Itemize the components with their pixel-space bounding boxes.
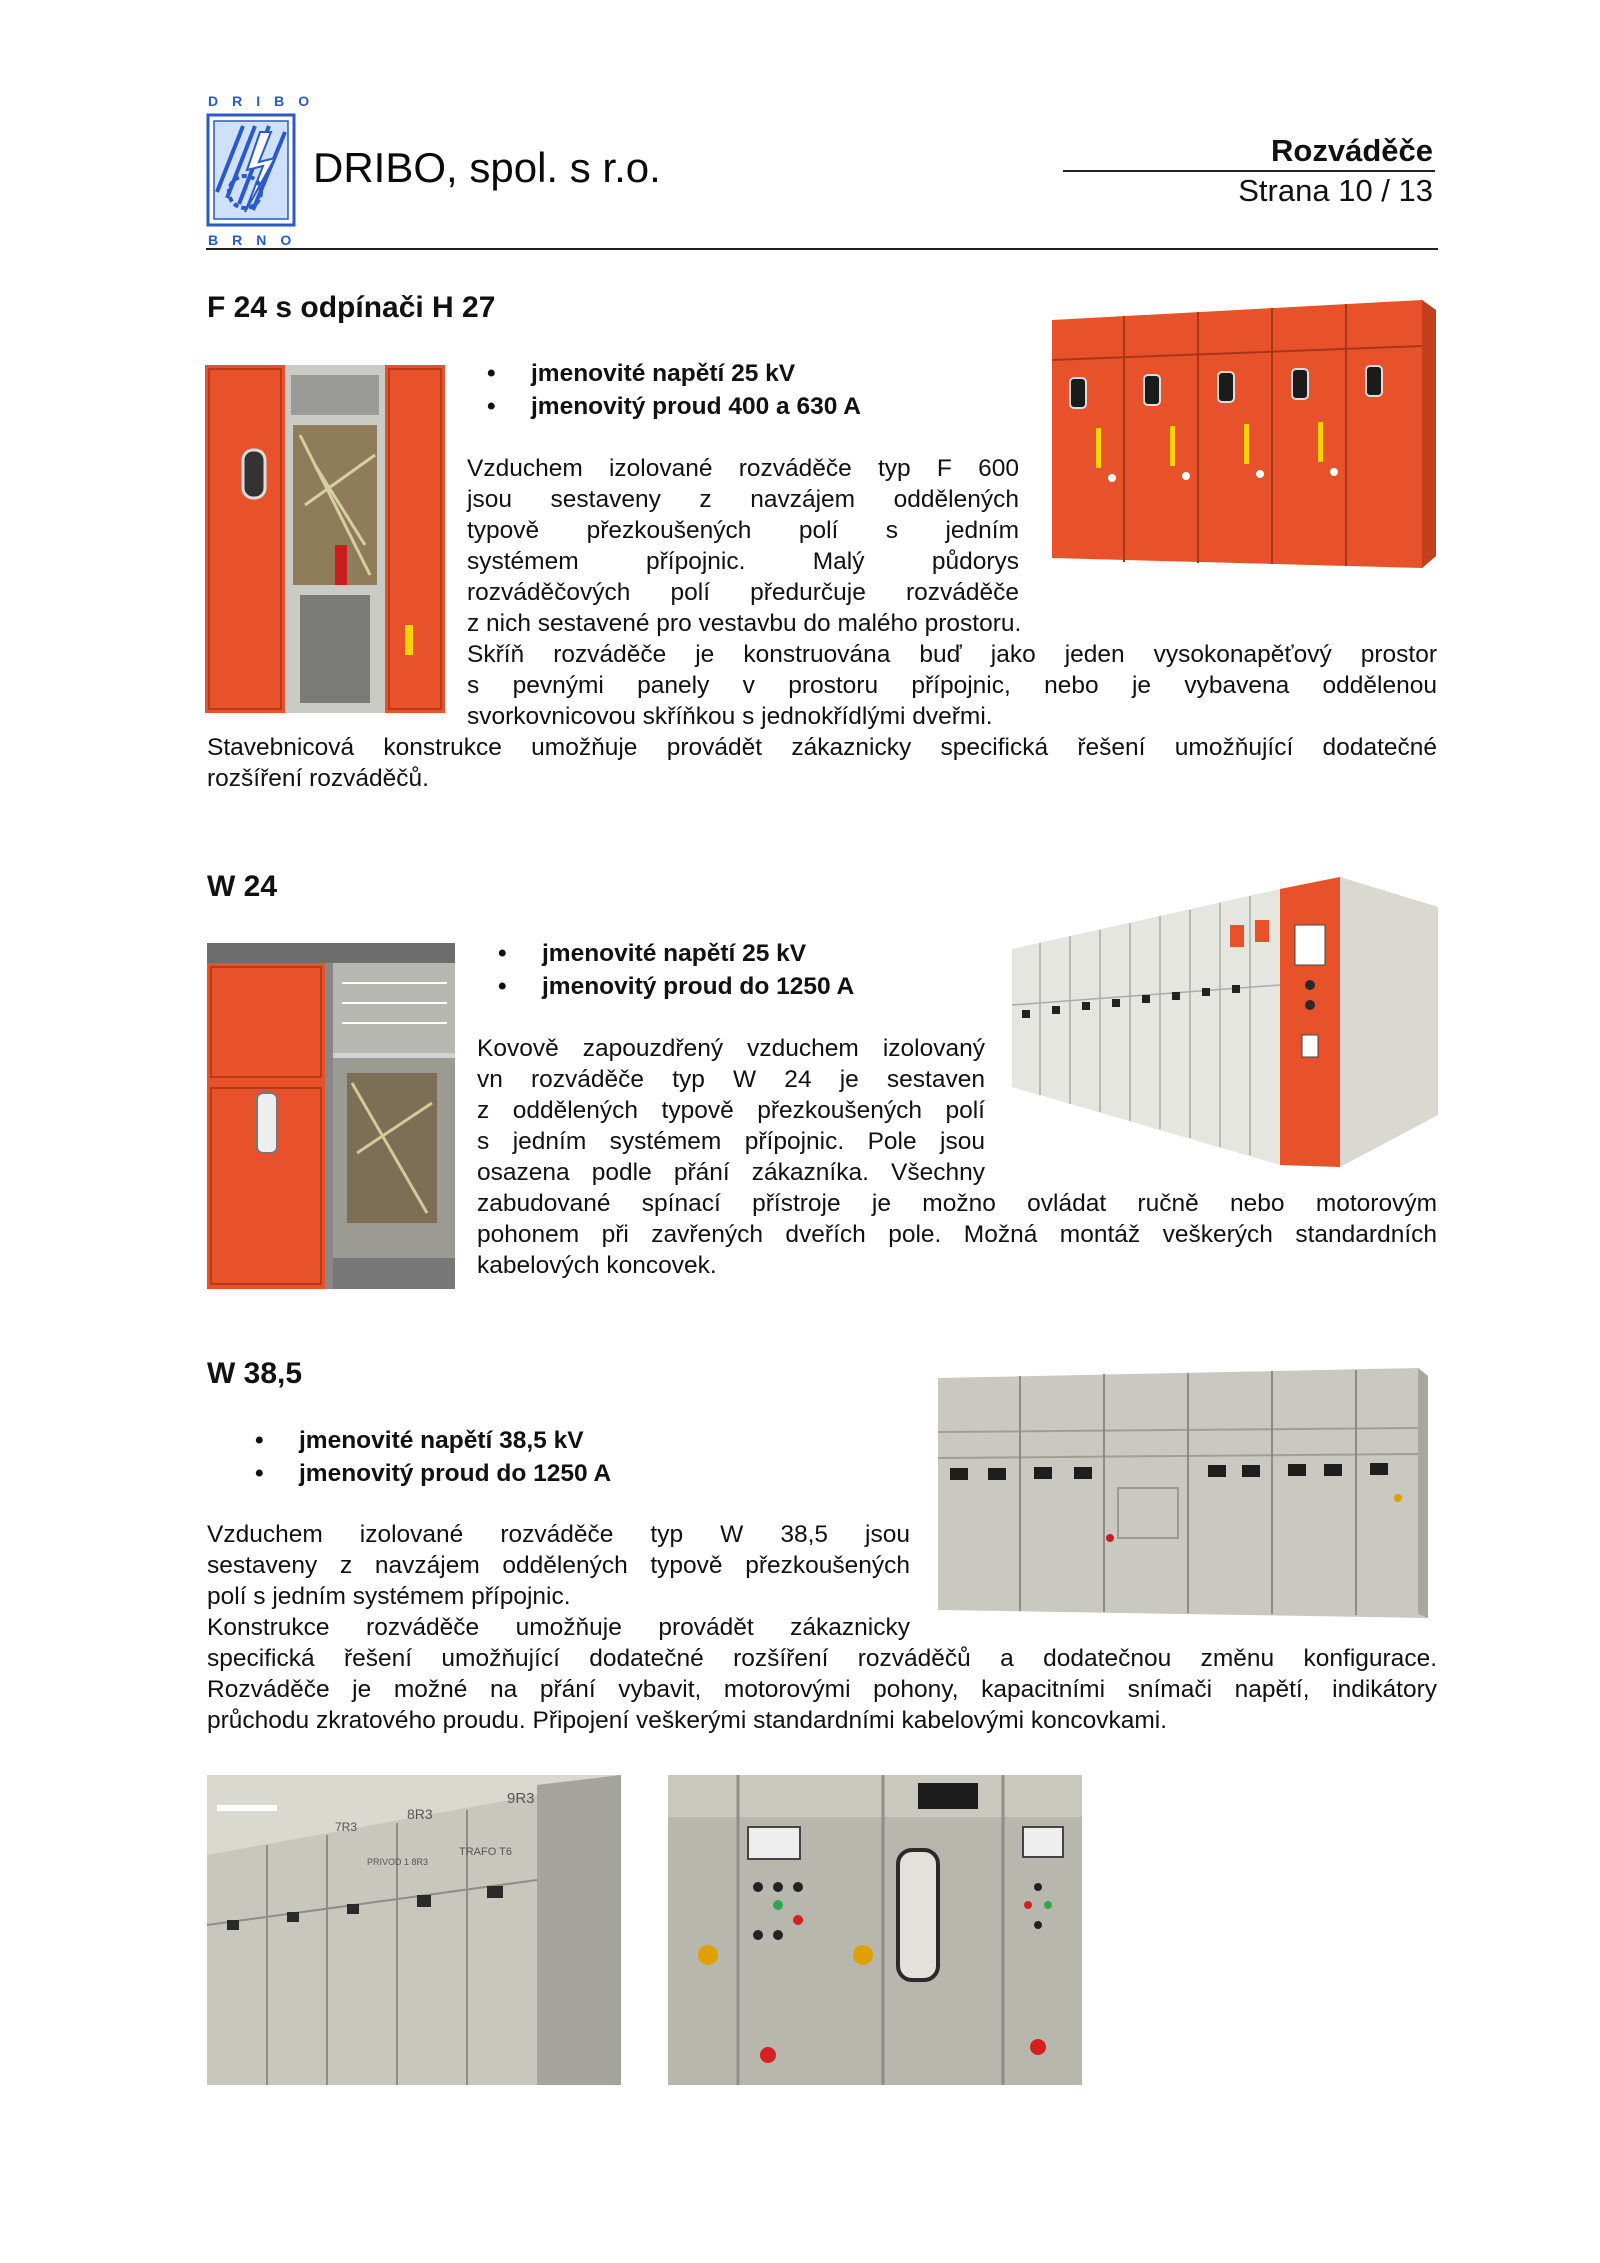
paragraph-w385-body (207, 1643, 1437, 1736)
photo-w385-installation-hall (207, 1775, 621, 2085)
paragraph-w385-intro (207, 1519, 910, 1643)
text-line: svorkovnicovou skříňkou s jednokřídlými dveřmi. (467, 703, 993, 730)
text-line: Vzduchem izolované rozváděče typ F 600 (467, 455, 1019, 482)
text-line: s pevnými panely v prostoru přípojnic, nebo je vybavena oddělenou (467, 672, 1437, 699)
text-line: z oddělených typově přezkoušených polí (477, 1097, 985, 1124)
text-line: polí s jedním systémem přípojnic. (207, 1583, 571, 1610)
text-line: Vzduchem izolované rozváděče typ W 38,5 jsou (207, 1521, 910, 1548)
bullet-list-w385 (233, 1424, 611, 1490)
bullet-item: • jmenovité napětí 25 kV (476, 937, 854, 970)
section-title-w385: W 38,5 (207, 1357, 303, 1390)
text-line: specifická řešení umožňující dodatečné rozšíření rozváděčů a dodatečnou změnu konfigurace. (207, 1645, 1437, 1672)
cabinet-label-8r3: 8R3 (407, 1806, 433, 1822)
bullet-item: • jmenovitý proud do 1250 A (476, 970, 854, 1003)
text-line: Skříň rozváděče je konstruována buď jako jeden vysokonapěťový prostor (467, 641, 1437, 668)
cabinet-label-7r3: 7R3 (335, 1820, 358, 1834)
bullet-item: • jmenovité napětí 25 kV (465, 357, 861, 390)
text-line: s jedním systémem přípojnic. Pole jsou (477, 1128, 985, 1155)
page-number: Strana 10 / 13 (1238, 173, 1433, 208)
text-line: z nich sestavené pro vestavbu do malého prostoru. (467, 610, 1022, 637)
paragraph-f24-body (467, 639, 1437, 732)
company-logo-icon (205, 112, 297, 228)
photo-f24-switchgear-row (1050, 298, 1440, 573)
photo-w24-open-cabinet (207, 943, 455, 1289)
text-line: Rozváděče je možné na přání vybavit, motorovými pohony, kapacitními snímači napětí, indikátory (207, 1676, 1437, 1703)
logo-bottom-text: BRNO (208, 232, 306, 248)
text-line: Konstrukce rozváděče umožňuje provádět zákaznicky (207, 1614, 910, 1641)
text-line: zabudované spínací přístroje je možno ovládat ručně nebo motorovým (477, 1190, 1437, 1217)
text-line: průchodu zkratového proudu. Připojení veškerými standardními kabelovými koncovkami. (207, 1707, 1168, 1734)
text-line: Kovově zapouzdřený vzduchem izolovaný (477, 1035, 985, 1062)
paragraph-w24-body (477, 1188, 1437, 1281)
text-line: osazena podle přání zákazníka. Všechny (477, 1159, 985, 1186)
photo-w385-switchgear-row (938, 1368, 1438, 1620)
cabinet-label-9r3: 9R3 (507, 1790, 535, 1807)
cabinet-label-trafo: TRAFO T6 (459, 1846, 512, 1858)
bullet-list-w24 (476, 937, 854, 1003)
header-rule (206, 248, 1438, 250)
header-title-divider (1063, 170, 1435, 172)
photo-f24-open-cabinet (205, 365, 445, 713)
paragraph-f24-intro (467, 453, 1022, 639)
bullet-list-f24 (465, 357, 861, 423)
logo-top-text: DRIBO (208, 93, 324, 109)
bullet-item: • jmenovité napětí 38,5 kV (233, 1424, 611, 1457)
text-line: kabelových koncovek. (477, 1252, 717, 1279)
paragraph-f24-extra (207, 732, 1437, 794)
text-line: vn rozváděče typ W 24 je sestaven (477, 1066, 985, 1093)
document-title: Rozváděče (1271, 133, 1433, 168)
bullet-item: • jmenovitý proud 400 a 630 A (465, 390, 861, 423)
photo-w24-switchgear-row (1010, 875, 1438, 1171)
cabinet-label-privod: PRIVOD 1 8R3 (367, 1857, 429, 1867)
text-line: rozváděčových polí předurčuje rozváděče (467, 579, 1019, 606)
paragraph-w24-intro (477, 1033, 985, 1188)
company-name: DRIBO, spol. s r.o. (313, 144, 661, 191)
text-line: rozšíření rozváděčů. (207, 765, 429, 792)
text-line: sestaveny z navzájem oddělených typově přezkoušených (207, 1552, 910, 1579)
text-line: pohonem při zavřených dveřích pole. Možná montáž veškerých standardních (477, 1221, 1437, 1248)
text-line: jsou sestaveny z navzájem oddělených (467, 486, 1019, 513)
section-title-f24: F 24 s odpínači H 27 (207, 291, 496, 324)
text-line: Stavebnicová konstrukce umožňuje provádět zákaznicky specifická řešení umožňující dodatečné (207, 734, 1437, 761)
text-line: systémem přípojnic. Malý půdorys (467, 548, 1019, 575)
section-title-w24: W 24 (207, 870, 278, 903)
bullet-item: • jmenovitý proud do 1250 A (233, 1457, 611, 1490)
photo-w385-control-panels (668, 1775, 1082, 2085)
text-line: typově přezkoušených polí s jedním (467, 517, 1019, 544)
